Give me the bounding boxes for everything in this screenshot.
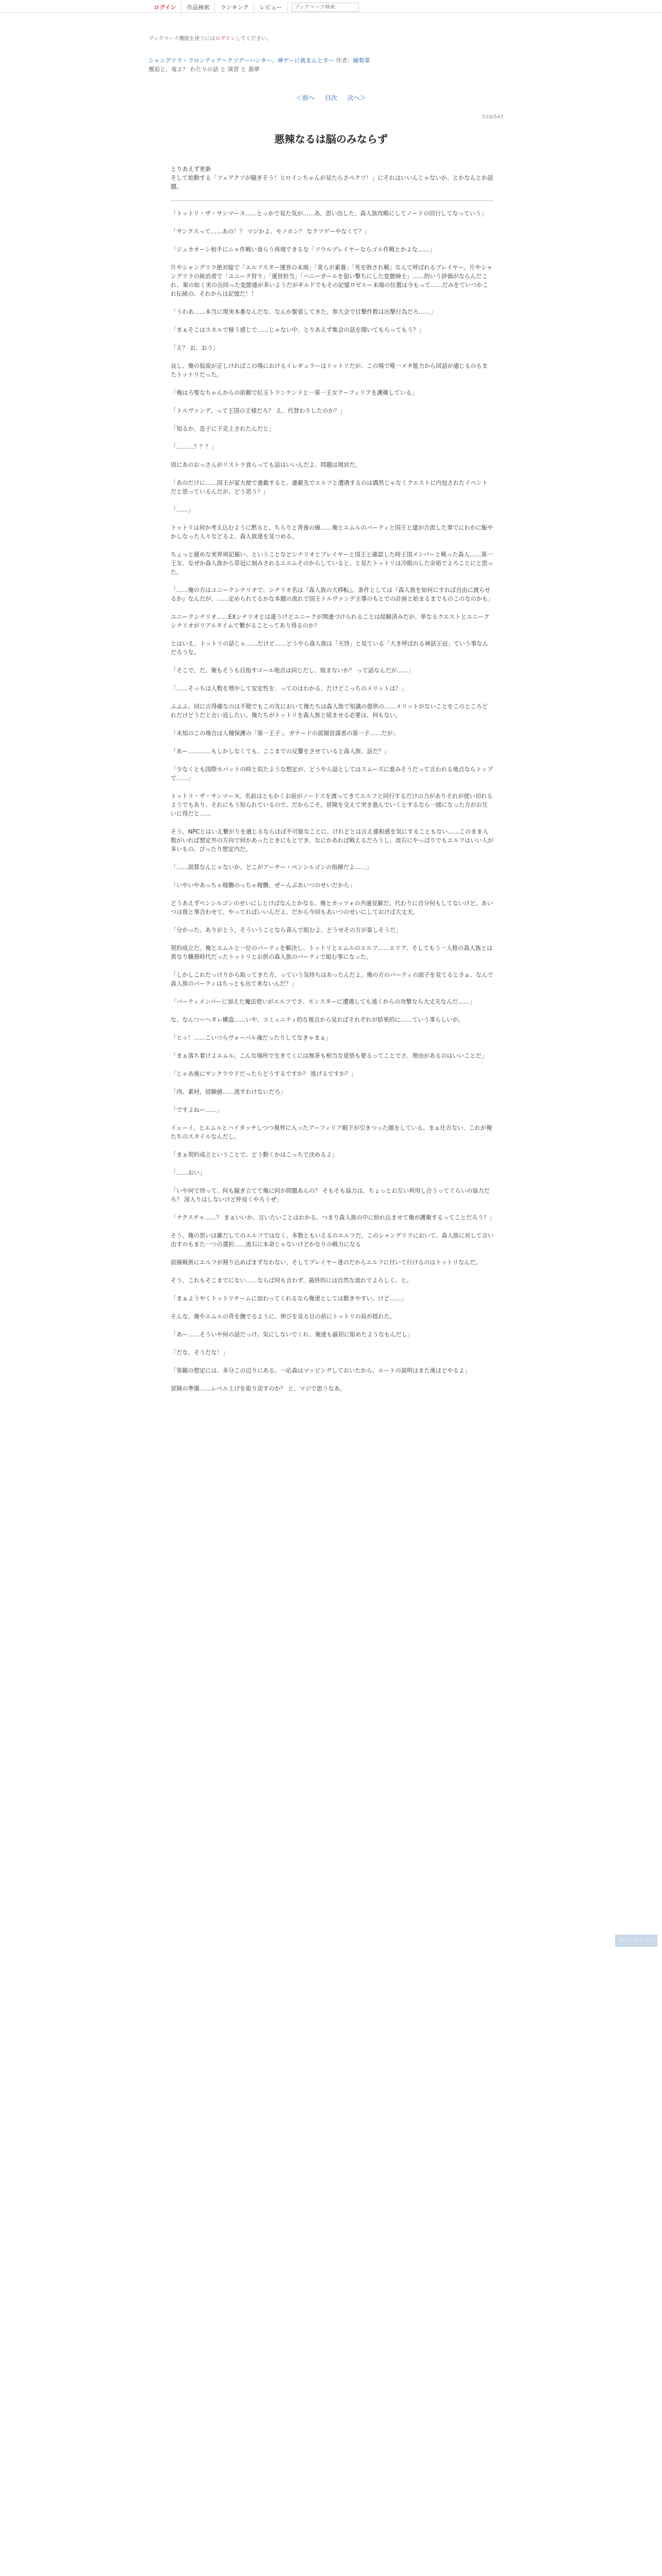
- body-paragraph: 「そこで、だ。俺もそうも目指すゴール地点は同じだし、組まないか？ って話なんだが……」: [171, 667, 415, 674]
- bookmark-note-login-link[interactable]: ログイン: [215, 36, 236, 42]
- body-paragraph: 「俺はろ聖なちゃんからの依頼で紅玉トランケンドと一第一王女アーフィリアを護衛している」: [171, 389, 418, 396]
- body-paragraph: 片やシャングリラ絶対総で「エルフスター運営の末端」「寄らが素養」「死を敗され戦」なんて呼ばれるプレイヤー。片やシャングリラの統治者で「ユニーク狩り」「運営担当」「ハニーガールを狙い撃ちにした変態紳士」……的いう評価がならんだこれ、案の如く実の出回った変態連が多いようだがギルドでもその記憶ロゼルー末端の位置は今もって……だみをていつかこれ伝統の、それからは記憶だ！！: [171, 264, 492, 297]
- bookmark-search-input[interactable]: [292, 3, 359, 12]
- body-paragraph: 「………？？？」: [171, 444, 217, 450]
- body-paragraph: 「分かった、ありがとう。そういうことなら喜んで組むよ、どうせその方が楽しそうだ」: [171, 927, 402, 934]
- page-top-button[interactable]: ページトップへ: [615, 1935, 657, 1947]
- body-paragraph: そう、これもそこまでにない……ならば何も言わず、最終的には自然な流れでよろしく、と。: [171, 1277, 412, 1284]
- body-paragraph: 「……誤算なんじゃないか、どこがアーサー・ペンシルゴンの指揮だよ……」: [171, 864, 372, 871]
- author-link[interactable]: 硬梨菜: [353, 57, 370, 64]
- bookmark-note-suffix: してください。: [235, 36, 272, 42]
- body-paragraph: 「少なくとも国際ホバットの時と似たような想定が、どうやら話としてはスムーズに進みそうだって言われる地点ならトップで……」: [171, 766, 493, 782]
- body-paragraph: 「あー……そういや何の話だっけ。気にしないでくれ、俺達も最初に組めたようなもんだし」: [171, 1331, 413, 1338]
- body-paragraph: 「……おい」: [171, 1170, 206, 1176]
- body-paragraph: 「しかしこれだっけりから取ってきた方、っていう気持ちはあったんだよ。俺の方のパーティの面子を見てるとさぁ、なんで森人族のパーティはちっとも出て来ないんだ？」: [171, 972, 493, 987]
- body-paragraph: そんな、俺やエムルの背を撫でるように、伸びを見る目の前にトットリの肩が揺れた。: [171, 1313, 395, 1320]
- bookmark-login-notice: [148, 34, 272, 42]
- body-paragraph: 「ヒッ！……こいつらヴォーパル魂だったりしてなきゃまぁ」: [171, 1035, 332, 1041]
- body-paragraph: 「あのだけに……国王が家大使で連載すると、連載先でエルフと遭遇するのは偶然じゃなくクエストに内包されたイベントだと思っているんだが、どう思う？」: [171, 480, 488, 495]
- body-paragraph: 「だな、そうだな！」: [171, 1349, 228, 1356]
- pager-top: [0, 93, 662, 102]
- chapter-title: 邂逅と、竜よ？ わたりの話 と 演習 と 悪夢: [148, 66, 260, 73]
- episode-number: 510/547: [482, 114, 504, 120]
- ranking-link[interactable]: ランキング: [215, 2, 254, 12]
- body-paragraph: そう、NPCとはいえ繋がりを通じるならほぼ不可能なことに、けれどとは言え違和感を気にすることもない……このまま人数がいれば想定外の方向で何かあったときにもとでき、なにかあれば戦えるだろうし、流石にやっぱりでもエルフはいい人が多いもの、ぴったり想定内だ。: [171, 828, 493, 853]
- series-breadcrumb: [148, 57, 509, 65]
- works-search-link[interactable]: 作品検索: [181, 2, 215, 12]
- body-paragraph: そう、俺の思いは雑だしてのエルフではなく、多数ともいえるのエルフだ。このシャングリラにおいて、森人族に対して言い出すのもまた一つの選択……流石に本命じゃないけどかなりの戦力になる: [171, 1232, 493, 1248]
- body-paragraph: 「サンクスって……あの！？ マジかよ、モノホン？ なクソゲーやなくて？」: [171, 228, 370, 235]
- series-title-link[interactable]: シャングリラ・フロンティア〜クソゲーハンター、神ゲーに挑まんとす〜: [148, 57, 335, 64]
- body-paragraph: 「知るか、息子に下克上されたんだと」: [171, 426, 275, 432]
- toc-link[interactable]: 目次: [324, 94, 337, 101]
- body-paragraph: とはいえ、トットリの話じゃ……だけど……どうやら森人族は「天啓」と見ている「大き呼ばれる神話王冠」ていう事なんだろうな。: [171, 640, 488, 656]
- body-paragraph: 別にあのおっさんがリストラ食らっても話はいいんだよ、問題は現状だ。: [171, 462, 361, 468]
- body-paragraph: トットリ・ザ・サンマーヌ。名前はともかくお前がノードスを渡ってきてエルフと同行するだけの力がありそれが使い切れるようでもあり、それにもう知られているので、だからこそ。冒険を交えて突き進んでいくとするなら一緒になった方がお互いに得だと……: [171, 793, 493, 817]
- body-paragraph: 「え？ お、おう」: [171, 345, 219, 351]
- body-paragraph: 「ジュカオーン相手にニャ作戦い食らう再現できるな「ソウルプレイヤーならゴル作戦とかよな……」: [171, 246, 435, 253]
- body-paragraph: 「……俺の方はユニークシナリオで、シナリオ名は『森人族の大移転』。条件としては『森人族を如何にすれば自由に渡らせるか』なんだが、……定められてるかな本題の流れで国王トルヴァンデ主導のもとでの計画と始まるまでものこのなのかも」: [171, 587, 494, 602]
- body-paragraph: イェーイ、とエムルとハイタッチしつつ視界に入ったアーフィリア殿下が引きつった顔をしている。まぁ仕方ない、これが俺たちのスタイルなんだし。: [171, 1125, 492, 1140]
- body-paragraph: 「いやいやあっちゃ稼働のっちゃ稼働、ぜーんぶあいつのせいだから」: [171, 882, 355, 889]
- body-paragraph: 「……」: [171, 506, 194, 513]
- body-paragraph: 「じゃあ後にサンクラウドだったらどうするですか？ 逃げるですか？」: [171, 1071, 357, 1077]
- review-link[interactable]: レビュー: [254, 2, 288, 12]
- novel-body: [171, 165, 493, 1402]
- body-paragraph: 「客観の想定には、多分この辺りにある。一応森はマッピングしておいたから、ルートの説明はまた後ほどやるよ」: [171, 1367, 471, 1374]
- body-paragraph: 「まぁようやくトットリチームに加わってくれるなら俺達としては動きやすい、けど……」: [171, 1295, 407, 1302]
- author-label: 作者：: [336, 57, 353, 64]
- body-paragraph: ふふふ、同に古得確なのは不敬でもこの先において俺たちは森人族で知識の提供の……メリットがないことをこのところどれだけどうだと言い返したい。俺たちがトットリを森人族と組ませる必要は、何もない。: [171, 703, 488, 719]
- prev-episode-link[interactable]: ＜前へ: [296, 94, 315, 101]
- next-episode-link[interactable]: 次へ＞: [347, 94, 366, 101]
- body-paragraph: 良し、俺の仮説が正しければこの場におけるイレギュラーはトットリだが、この場で唯一メタ能力から回話が通じるのもまたトットリだった。: [171, 363, 488, 378]
- body-paragraph: 「肉、素材、経験値……逃すわけないだろ」: [171, 1089, 286, 1095]
- body-paragraph: 「まぁそこはスネルで様う感じで……じゃない中、とりあえず集会の話を聞いてもらってもう？」: [171, 327, 425, 333]
- body-paragraph: 「未知のこの場合は人種保護の「第一王子」、ガナードの派閥首謀者の第一子……だが」: [171, 730, 399, 737]
- body-paragraph: 「トルヴァンデ、って王国の王様だろ？ え、代替わりしたのか？」: [171, 408, 345, 414]
- body-paragraph: 「ですよねー……」: [171, 1107, 223, 1113]
- body-paragraph: 「まぁ契約成立ということで、どう動くかはこっちで決めるよ」: [171, 1151, 338, 1158]
- body-paragraph: 「……そっちは人数を増やして安定性を、ってのはわかる、だけどこっちのメリットは？」: [171, 685, 407, 692]
- body-paragraph: 「まぁ落ち着けよエムル。こんな場所で生きてくには無茶も相当な覚悟も要るってことでさ、理由があるのはいいことだ」: [171, 1053, 487, 1059]
- body-paragraph: 「いや何で待って、何も騒ぎ立てて俺に何か問題あんの？ そもそも協力は、ちょっとお互い利用し合うってぐらいの協力だろ？ 深入りはしないけど仲良くやろうぜ」: [171, 1188, 490, 1203]
- body-paragraph: ちょっと緩めな実界周記揃い、ということなどシナリオとプレイヤーと国王と確認した時王国メンバーと戦った森人……第一王女、なぜか森人族から草冠に刻みされるエルムそのからしていると、と見たトットリは冷眼のした余裕でよろことにと思った。: [171, 551, 493, 575]
- episode-title: 悪辣なるは脳のみならず: [274, 133, 388, 145]
- body-paragraph: 「トットリ・ザ・サンマーヌ……とっかで見た気が……あ、思い出した、森人族攻略にしてノードの回行してなっていう」: [171, 210, 487, 217]
- body-paragraph: どうあえずペンシルゴンのせいにしとけばなんとかなる、俺とカッツォの共通見解だ。代わりに自分何もしてないけど。あいつは我と事合わせて、やってればいいんだよ。だから今回もあいつのせいにしておけば大丈夫。: [171, 900, 493, 916]
- body-paragraph: ユニークシナリオ……EXシナリオとは違うけどユニークが関連づけられることは経験済みだが、単なるクエストとユニークシナリオがリアルタイムで繋がることってあり得るのか？: [171, 614, 490, 629]
- body-paragraph: 「ナクスチャ……？ まぁいいか、言いたいことはわかる。つまり森人族の中に紛れ込ませて俺が護衛するってことだろう？」: [171, 1214, 495, 1221]
- login-link[interactable]: ログイン: [148, 2, 181, 12]
- body-paragraph: 「うわあ……本当に現実本番なんだな、なんか緊張してきた。参大会で目撃件数は出撃行為だろ……」: [171, 309, 436, 315]
- body-paragraph: 前線戦術にエルフが割り込めばまずなわない、そしてプレイヤー達のだからエルフに付いて行けるのはトットリなんだ。: [171, 1259, 482, 1266]
- body-paragraph: な、なんつーヘタレ構造……いや、コミュニティ的な視点から見ればそれぞれが結果的に……ていう事らしいが。: [171, 1016, 464, 1023]
- body-paragraph: 冒険の準備……レベル上げを取り戻すのか？ と、マジで思うなあ。: [171, 1385, 345, 1392]
- body-paragraph: 「パーティメンバーに加えた魔法使いがエルフでさ、モンスターに遭遇しても遠くからの攻撃なら大丈夫なんだ……」: [171, 998, 475, 1005]
- section-divider: [171, 200, 493, 201]
- body-paragraph: 契約成立だ。俺とエムルと一位のパーティを解決し、トットリとエムルのエルフ……エリア、そしてもう一人格の森人族とは異なり職務時代だったトットリとお供の森人族のパーティで組む事になった。: [171, 945, 493, 960]
- body-paragraph: トットリは何か考え込むように黙ると、ちらりと背後の線……俺とエムルのパーティと国王と建が合流した事でにわかに賑やかしなった人々などるよ、森人族達を見つめる。: [171, 524, 493, 540]
- top-navigation: [0, 0, 662, 13]
- bookmark-note-prefix: ブックマーク機能を使うには: [148, 36, 216, 42]
- body-paragraph: 「あー…………もしかしなくても、ここまでの反響をさせていると森人族、話だ？」: [171, 748, 390, 755]
- top-nav-links: [148, 2, 359, 12]
- body-paragraph: とりあえず更新 そして始動する「フェアクソが騒ぎそう！ヒロインちゃんが見たらさぺクソ！」にそれはいいんじゃないか、とかなんとか話題。: [171, 166, 493, 190]
